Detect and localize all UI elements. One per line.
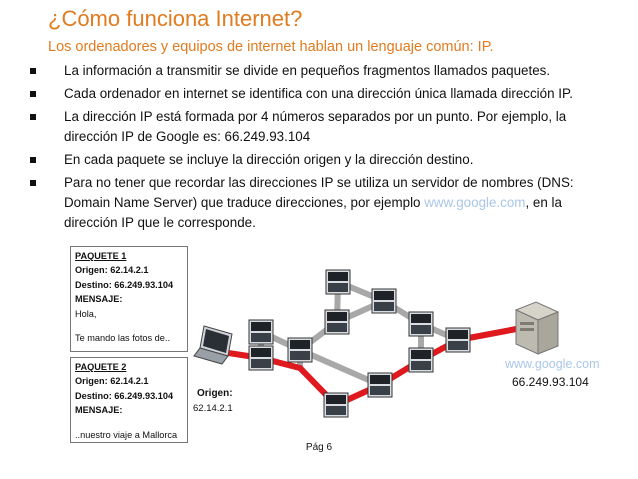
- packet-origin: Origen: 62.14.2.1: [75, 376, 149, 387]
- router-icon: [409, 312, 433, 336]
- router-icon: [324, 393, 348, 417]
- router-icon: [372, 289, 396, 313]
- slide-title: ¿Cómo funciona Internet?: [48, 6, 303, 31]
- router-icon: [326, 270, 350, 294]
- packet-message-line: Hola,: [75, 308, 97, 319]
- router-icon: [409, 348, 433, 372]
- laptop-icon: [194, 326, 232, 364]
- packet-origin: Origen: 62.14.2.1: [75, 265, 149, 276]
- bullet-text: En cada paquete se incluye la dirección origen y la dirección destino.: [64, 152, 474, 167]
- router-icon: [288, 338, 312, 362]
- packet-message-line: Te mando las fotos de..: [75, 333, 170, 344]
- destination-host[interactable]: www.google.com: [505, 357, 600, 371]
- origin-label: Origen:: [197, 388, 233, 399]
- router-icon: [249, 320, 273, 344]
- packet-message-line: ..nuestro viaje a Mallorca: [75, 429, 178, 440]
- bullet-text: La información a transmitir se divide en pequeños fragmentos llamados paquetes.: [64, 63, 551, 78]
- packet-title: PAQUETE 2: [75, 362, 127, 372]
- origin-ip: 62.14.2.1: [193, 403, 233, 414]
- packet-1-card: [70, 246, 188, 352]
- destination-ip: 66.249.93.104: [512, 375, 589, 389]
- packet-message-label: MENSAJE:: [75, 294, 123, 305]
- packet-2-card: [70, 357, 188, 443]
- router-icon: [446, 328, 470, 352]
- page-number: Pág 6: [305, 442, 333, 453]
- bullet-text: Cada ordenador en internet se identifica con una dirección única llamada dirección IP.: [64, 86, 573, 101]
- packet-title: PAQUETE 1: [75, 251, 127, 261]
- router-icon: [368, 373, 392, 397]
- bullet-text-before: Para no tener que recordar las direcciones IP se utiliza un servidor de nombres (DNS: Domain Name Server) que traduce direcciones, por ejemplo: [64, 175, 574, 210]
- slide-subtitle: Los ordenadores y equipos de internet hablan un lenguaje común: IP.: [48, 39, 494, 55]
- packet-destination: Destino: 66.249.93.104: [75, 390, 174, 401]
- packet-destination: Destino: 66.249.93.104: [75, 279, 174, 290]
- router-icon: [325, 310, 349, 334]
- packet-message-label: MENSAJE:: [75, 405, 123, 416]
- server-icon: [516, 302, 558, 354]
- router-icon: [249, 346, 273, 370]
- bullet-text: La dirección IP está formada por 4 números separados por un punto. Por ejemplo, la dirección IP de Google es: 66.249.93.104: [64, 109, 567, 144]
- bullet-text-after: , en la dirección IP que le corresponde.: [64, 195, 562, 230]
- google-link[interactable]: www.google.com: [424, 195, 526, 210]
